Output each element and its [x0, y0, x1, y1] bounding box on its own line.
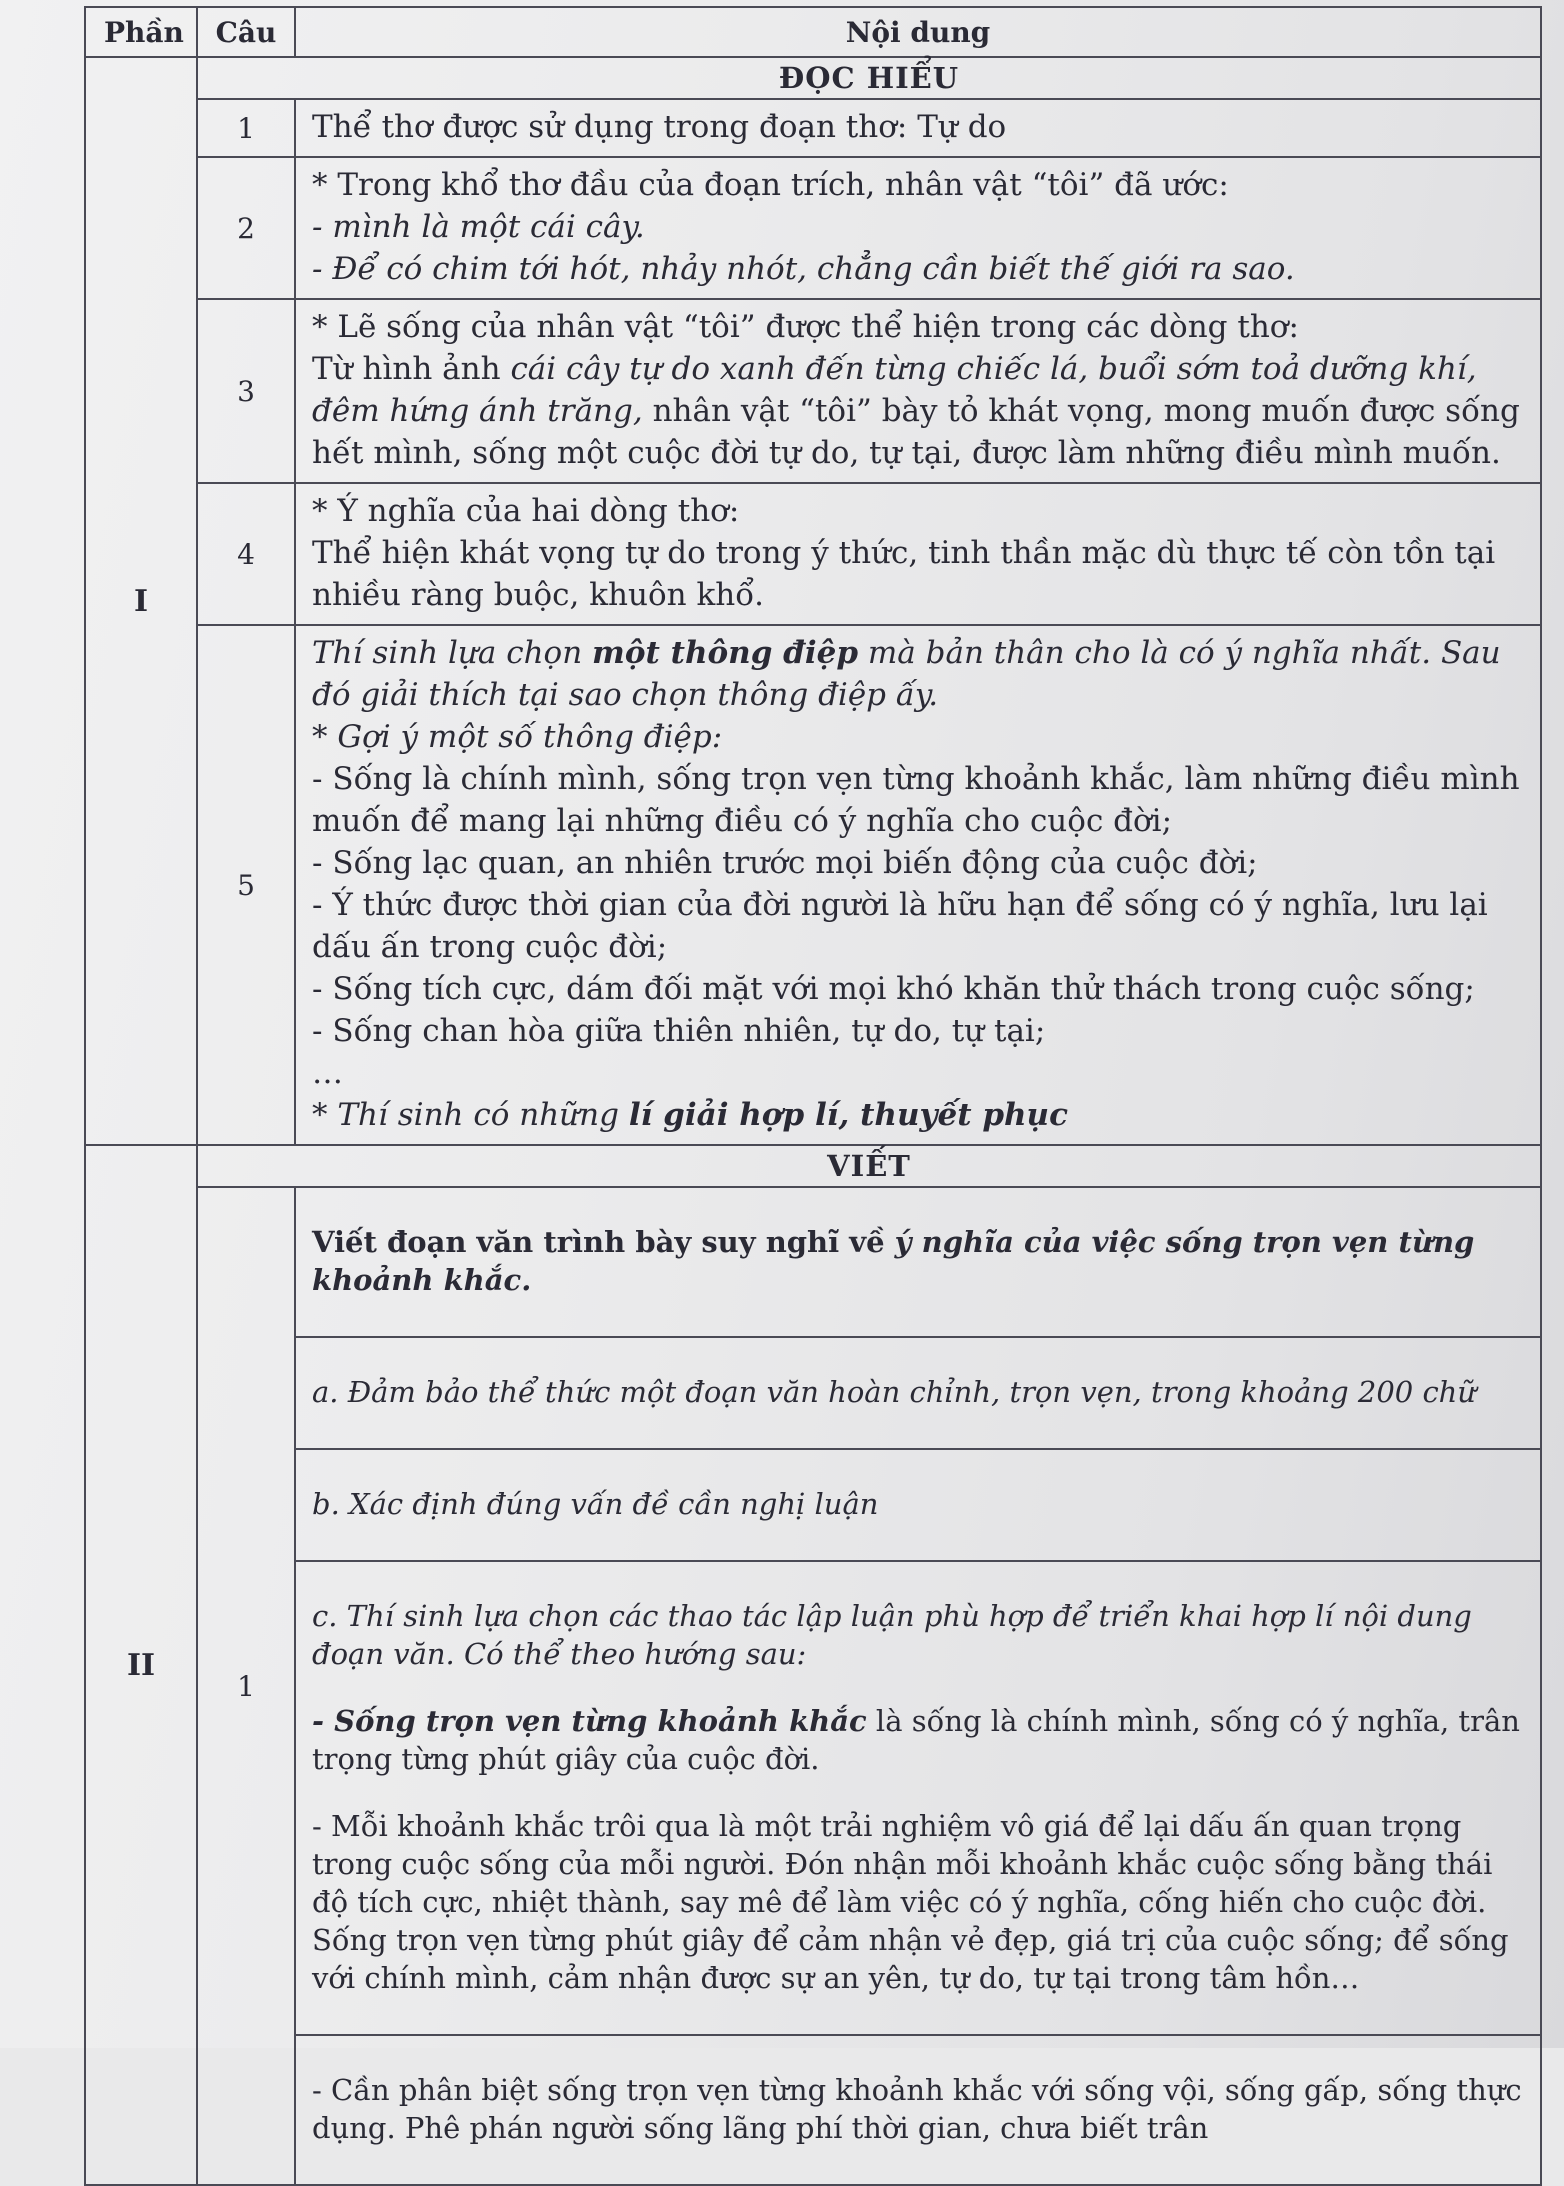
- q5-hint: * Gợi ý một số thông điệp:: [312, 719, 723, 755]
- viet-a-text: a. Đảm bảo thể thức một đoạn văn hoàn chỉnh, trọn vẹn, trong khoảng 200 chữ: [312, 1375, 1477, 1409]
- q3-rest: nhân vật “tôi” bày tỏ khát vọng, mong muốn được sống hết mình, sống một cuộc đời tự do, tự tại, được làm những điều mình muốn.: [312, 393, 1520, 471]
- viet-c1-b: là sống là chính mình, sống có ý nghĩa, trân trọng từng phút giây của cuộc đời.: [312, 1704, 1520, 1776]
- viet-criterion-a: [295, 1337, 1541, 1449]
- viet-c1: [312, 1702, 1526, 1778]
- doc-hieu-q3-row: [85, 299, 1541, 483]
- q5-item: - Sống lạc quan, an nhiên trước mọi biến động của cuộc đời;: [312, 845, 1258, 881]
- q2-line2: - mình là một cái cây.: [312, 209, 645, 245]
- q5-item: - Sống chan hòa giữa thiên nhiên, tự do, tự tại;: [312, 1013, 1046, 1049]
- viet-criterion-b: [295, 1449, 1541, 1561]
- doc-hieu-q2-content: [295, 157, 1541, 299]
- viet-q1-number: 1: [197, 1187, 295, 2185]
- doc-hieu-q1-row: [85, 99, 1541, 157]
- q1-text: Thể thơ được sử dụng trong đoạn thơ: Tự do: [312, 109, 1007, 145]
- doc-hieu-q3-number: 3: [197, 299, 295, 483]
- viet-b-row: [85, 1449, 1541, 1561]
- q5-intro-c: mà bản thân cho là có ý nghĩa nhất. Sau đó giải thích tại sao chọn thông điệp ấy.: [312, 635, 1501, 713]
- q3-line1: * Lẽ sống của nhân vật “tôi” được thể hiện trong các dòng thơ:: [312, 309, 1299, 345]
- doc-hieu-title-row: [85, 57, 1541, 99]
- q5-closing: [312, 1094, 1526, 1136]
- viet-prompt-text: [312, 1223, 1526, 1299]
- header-row: [85, 7, 1541, 57]
- q5-item: - Sống là chính mình, sống trọn vẹn từng khoảnh khắc, làm những điều mình muốn để mang lại những điều có ý nghĩa cho cuộc đời;: [312, 761, 1520, 839]
- q2-line3: - Để có chim tới hót, nhảy nhót, chẳng cần biết thế giới ra sao.: [312, 251, 1295, 287]
- viet-c3-row: [85, 2035, 1541, 2185]
- q5-closing-b: lí giải hợp lí, thuyết phục: [628, 1097, 1068, 1133]
- doc-hieu-q4-content: [295, 483, 1541, 625]
- viet-title-row: [85, 1145, 1541, 1187]
- viet-prompt-b: ý nghĩa của việc sống trọn vẹn từng khoảnh khắc.: [312, 1225, 1475, 1297]
- header-cau: Câu: [197, 7, 295, 57]
- doc-hieu-q4-number: 4: [197, 483, 295, 625]
- doc-hieu-q2-number: 2: [197, 157, 295, 299]
- viet-c3: - Cần phân biệt sống trọn vẹn từng khoảnh khắc với sống vội, sống gấp, sống thực dụng. Phê phán người sống lãng phí thời gian, chưa biết trân: [312, 2073, 1522, 2145]
- q5-closing-a: * Thí sinh có những: [312, 1097, 629, 1133]
- header-noi-dung: Nội dung: [295, 7, 1541, 57]
- viet-prompt: [295, 1187, 1541, 1337]
- q5-intro-b: một thông điệp: [592, 635, 859, 671]
- q5-item: - Ý thức được thời gian của đời người là hữu hạn để sống có ý nghĩa, lưu lại dấu ấn trong cuộc đời;: [312, 887, 1488, 965]
- answer-key-table: [84, 6, 1542, 2186]
- viet-criterion-c: [295, 1561, 1541, 2035]
- doc-hieu-title: ĐỌC HIỂU: [197, 57, 1541, 99]
- q4-line2: Thể hiện khát vọng tự do trong ý thức, tinh thần mặc dù thực tế còn tồn tại nhiều ràng buộc, khuôn khổ.: [312, 535, 1496, 613]
- q2-line1: * Trong khổ thơ đầu của đoạn trích, nhân vật “tôi” đã ước:: [312, 167, 1229, 203]
- phan-i: I: [85, 57, 197, 1145]
- q5-intro-a: Thí sinh lựa chọn: [312, 635, 593, 671]
- q3-paragraph: [312, 348, 1526, 474]
- viet-c-intro: c. Thí sinh lựa chọn các thao tác lập luận phù hợp để triển khai hợp lí nội dung đoạn văn. Có thể theo hướng sau:: [312, 1599, 1472, 1671]
- viet-prompt-row: [85, 1187, 1541, 1337]
- doc-hieu-q3-content: [295, 299, 1541, 483]
- header-phan: Phần: [85, 7, 197, 57]
- q5-item: - Sống tích cực, dám đối mặt với mọi khó khăn thử thách trong cuộc sống;: [312, 971, 1475, 1007]
- viet-prompt-a: Viết đoạn văn trình bày suy nghĩ về: [312, 1225, 895, 1259]
- doc-hieu-q5-row: [85, 625, 1541, 1145]
- viet-c2: - Mỗi khoảnh khắc trôi qua là một trải nghiệm vô giá để lại dấu ấn quan trọng trong cuộc sống của mỗi người. Đón nhận mỗi khoảnh khắc cuộc sống bằng thái độ tích cực, nhiệt thành, say mê để làm việc có ý nghĩa, cống hiến cho cuộc đời. Sống trọn vẹn từng phút giây để cảm nhận vẻ đẹp, giá trị của cuộc sống; để sống với chính mình, cảm nhận được sự an yên, tự do, tự tại trong tâm hồn…: [312, 1809, 1509, 1995]
- q3-lead: Từ hình ảnh: [312, 351, 511, 387]
- viet-criterion-c-continued: [295, 2035, 1541, 2185]
- q5-ellipsis: …: [312, 1055, 345, 1091]
- doc-hieu-q1-number: 1: [197, 99, 295, 157]
- viet-c-row: [85, 1561, 1541, 2035]
- q4-line1: * Ý nghĩa của hai dòng thơ:: [312, 493, 740, 529]
- viet-title: VIẾT: [197, 1145, 1541, 1187]
- viet-b-text: b. Xác định đúng vấn đề cần nghị luận: [312, 1487, 879, 1521]
- viet-c1-a: - Sống trọn vẹn từng khoảnh khắc: [312, 1704, 867, 1738]
- doc-hieu-q4-row: [85, 483, 1541, 625]
- q3-quote: cái cây tự do xanh đến từng chiếc lá, buổi sớm toả dưỡng khí, đêm hứng ánh trăng,: [312, 351, 1477, 429]
- doc-hieu-q1-content: [295, 99, 1541, 157]
- viet-a-row: [85, 1337, 1541, 1449]
- doc-hieu-q2-row: [85, 157, 1541, 299]
- q5-intro: [312, 632, 1526, 716]
- doc-hieu-q5-content: [295, 625, 1541, 1145]
- doc-hieu-q5-number: 5: [197, 625, 295, 1145]
- phan-ii: II: [85, 1145, 197, 2185]
